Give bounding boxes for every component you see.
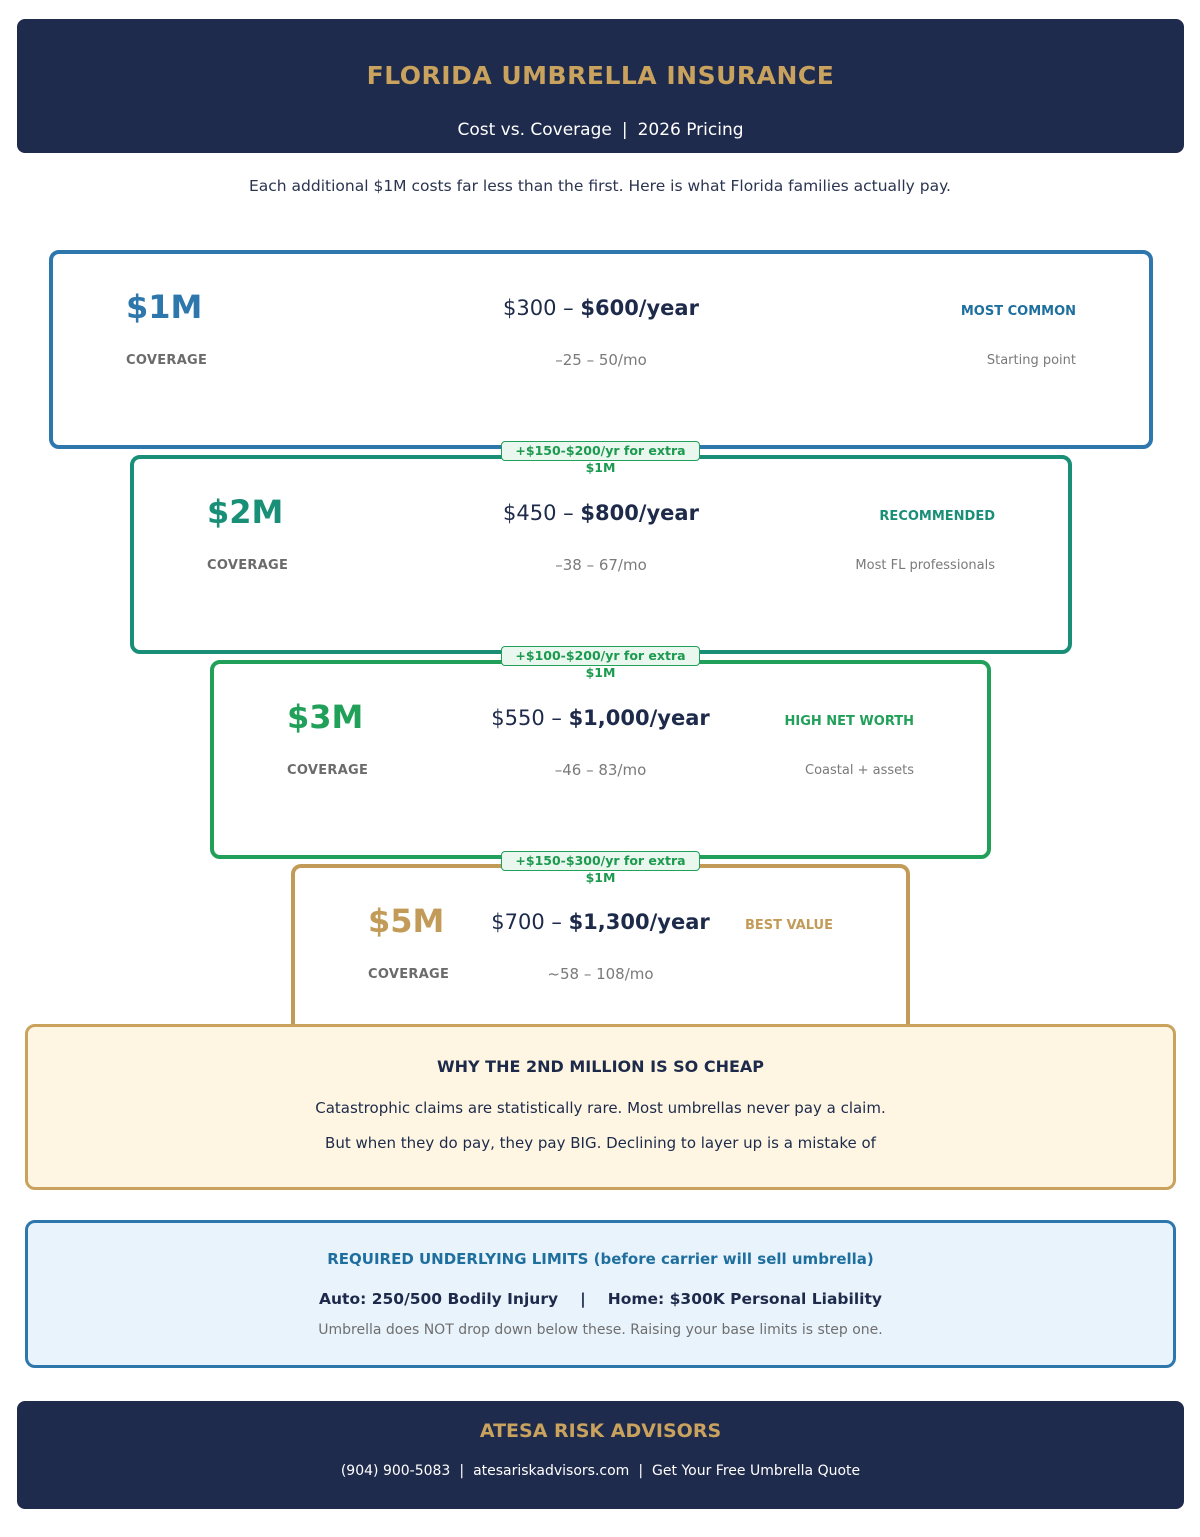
tier-price-high: $600/year xyxy=(580,296,699,320)
tier-coverage-label: COVERAGE xyxy=(368,967,450,982)
step-increment-label: +$100-$200/yr for extra $1M xyxy=(501,646,700,666)
required-limits-box xyxy=(25,1220,1176,1368)
why-callout xyxy=(25,1024,1176,1190)
tier-price-low: $700 – xyxy=(491,910,562,934)
tier-price-low: $550 – xyxy=(491,706,562,730)
required-heading: REQUIRED UNDERLYING LIMITS (before carrier will sell umbrella) xyxy=(327,1250,874,1268)
page-title: FLORIDA UMBRELLA INSURANCE xyxy=(366,61,835,90)
tier-badge: HIGH NET WORTH xyxy=(784,714,914,729)
required-home-limit: Home: $300K Personal Liability xyxy=(607,1290,882,1308)
tier-coverage-label: COVERAGE xyxy=(207,558,289,573)
tier-note: Starting point xyxy=(986,353,1076,368)
tier-card-1m xyxy=(49,250,1153,449)
tier-monthly: –38 – 67/mo xyxy=(555,556,647,574)
intro-text: Each additional $1M costs far less than the first. Here is what Florida families actually pay. xyxy=(248,177,951,195)
tier-badge: BEST VALUE xyxy=(744,918,833,933)
tier-price-high: $800/year xyxy=(580,501,699,525)
footer-separator: | xyxy=(459,1463,465,1479)
footer-brand: ATESA RISK ADVISORS xyxy=(479,1420,722,1442)
subtitle-separator: | xyxy=(621,120,628,140)
tier-card-2m xyxy=(130,455,1072,654)
required-limits-row xyxy=(28,1290,1173,1308)
footer-separator: | xyxy=(638,1463,644,1479)
footer-banner xyxy=(17,1401,1184,1509)
tier-badge: RECOMMENDED xyxy=(879,509,995,524)
why-heading: WHY THE 2ND MILLION IS SO CHEAP xyxy=(436,1057,765,1076)
tier-coverage-label: COVERAGE xyxy=(287,763,369,778)
required-separator: | xyxy=(580,1290,586,1308)
tier-note: Coastal + assets xyxy=(805,763,914,778)
tier-price-high: $1,000/year xyxy=(568,706,710,730)
tier-card-3m xyxy=(210,660,991,859)
footer-quote-link[interactable]: Get Your Free Umbrella Quote xyxy=(652,1463,861,1479)
step-increment-label: +$150-$200/yr for extra $1M xyxy=(501,441,700,461)
subtitle-cost-coverage: Cost vs. Coverage xyxy=(457,120,612,140)
why-line-1: Catastrophic claims are statistically rare. Most umbrellas never pay a claim. xyxy=(315,1099,886,1117)
tier-card-5m xyxy=(291,864,910,1034)
page-subtitle xyxy=(17,120,1184,140)
tier-price-low: $450 – xyxy=(503,501,574,525)
tier-badge: MOST COMMON xyxy=(960,304,1076,319)
required-auto-limit: Auto: 250/500 Bodily Injury xyxy=(319,1290,559,1308)
tier-price-high: $1,300/year xyxy=(568,910,710,934)
subtitle-pricing-year: 2026 Pricing xyxy=(637,120,744,140)
tier-note: Most FL professionals xyxy=(855,558,995,573)
footer-website-link[interactable]: atesariskadvisors.com xyxy=(473,1463,630,1479)
step-increment-label: +$150-$300/yr for extra $1M xyxy=(501,851,700,871)
tier-amount: $5M xyxy=(368,902,445,940)
tier-amount: $3M xyxy=(287,698,364,736)
tier-amount: $2M xyxy=(207,493,284,531)
tier-amount: $1M xyxy=(126,288,203,326)
required-note: Umbrella does NOT drop down below these. Raising your base limits is step one. xyxy=(318,1322,883,1338)
tier-price-low: $300 – xyxy=(503,296,574,320)
tier-monthly: ~58 – 108/mo xyxy=(547,965,654,983)
why-line-2: But when they do pay, they pay BIG. Declining to layer up is a mistake of xyxy=(325,1134,876,1152)
tier-monthly: –46 – 83/mo xyxy=(554,761,647,779)
footer-phone[interactable]: (904) 900-5083 xyxy=(340,1463,451,1479)
header-banner xyxy=(17,19,1184,153)
tier-monthly: –25 – 50/mo xyxy=(555,351,647,369)
footer-contact xyxy=(17,1463,1184,1479)
tier-coverage-label: COVERAGE xyxy=(126,353,208,368)
